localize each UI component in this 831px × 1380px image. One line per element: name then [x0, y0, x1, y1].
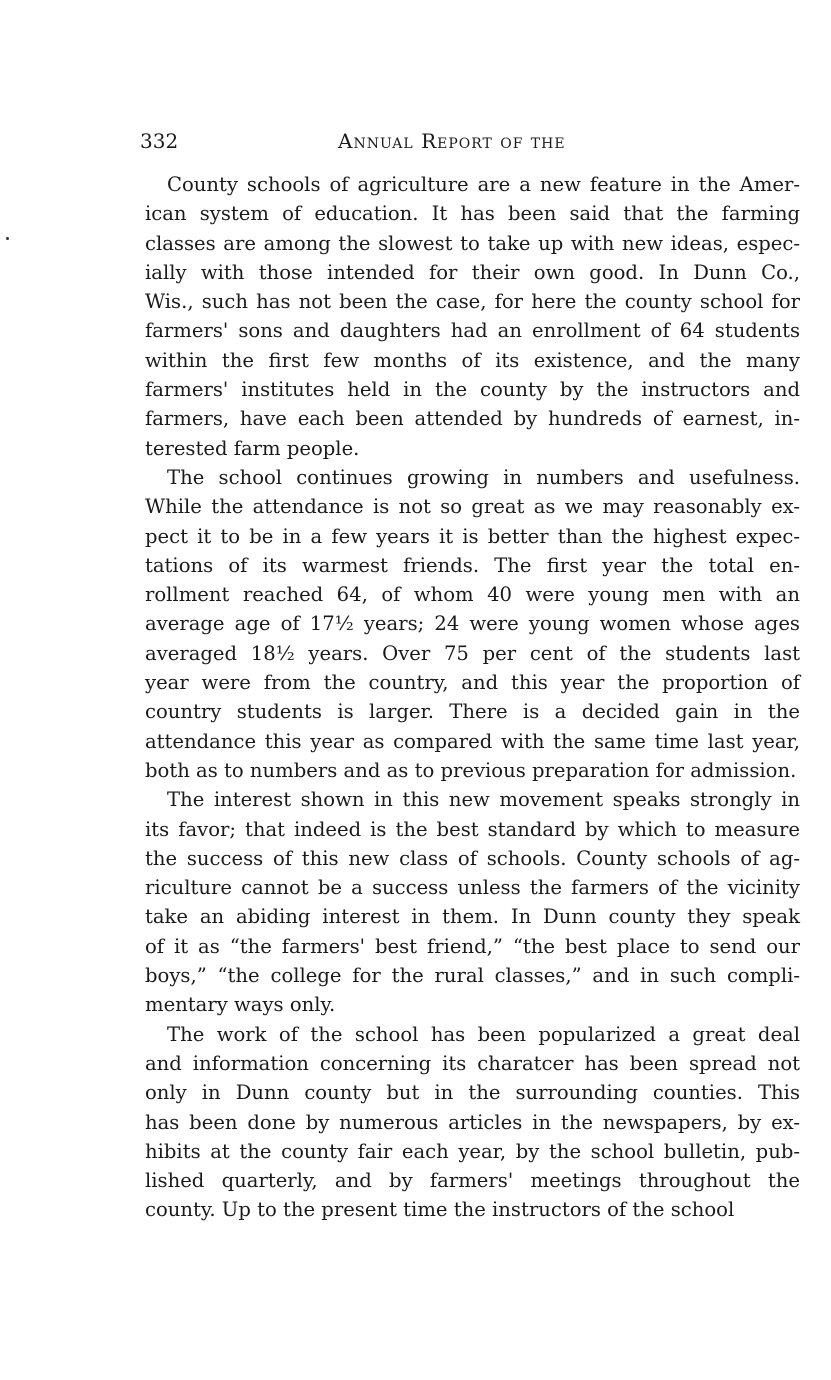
text-line: classes are among the slowest to take up with new ideas, espec- — [145, 231, 800, 255]
text-line: Wis., such has not been the case, for here the county school for — [145, 290, 800, 314]
paragraph — [145, 170, 800, 463]
text-line: ican system of education. It has been said that the farming — [145, 202, 800, 226]
text-line: The work of the school has been popularized a great deal — [167, 1022, 800, 1046]
text-line: riculture cannot be a success unless the farmers of the vicinity — [145, 876, 800, 900]
text-line: country students is larger. There is a decided gain in the — [145, 700, 800, 724]
text-line: attendance this year as compared with the same time last year, — [145, 729, 800, 753]
text-line: hibits at the county fair each year, by the school bulletin, pub- — [145, 1139, 800, 1163]
text-line: only in Dunn county but in the surrounding counties. This — [145, 1081, 800, 1105]
text-line: ially with those intended for their own good. In Dunn Co., — [145, 260, 800, 284]
text-line: within the first few months of its existence, and the many — [145, 348, 800, 372]
text-line: farmers' sons and daughters had an enrollment of 64 students — [145, 319, 800, 343]
text-line: farmers, have each been attended by hundreds of earnest, in- — [145, 407, 800, 431]
text-line: boys,” “the college for the rural classes,” and in such compli- — [145, 964, 800, 988]
text-line: terested farm people. — [145, 436, 360, 460]
text-line: lished quarterly, and by farmers' meetings throughout the — [145, 1169, 800, 1193]
text-line: take an abiding interest in them. In Dunn county they speak — [145, 905, 800, 929]
running-head — [140, 126, 800, 156]
text-line: its favor; that indeed is the best standard by which to measure — [145, 817, 800, 841]
paragraph — [145, 463, 800, 785]
text-line: mentary ways only. — [145, 993, 336, 1017]
page-number: 332 — [140, 129, 179, 153]
text-line: county. Up to the present time the instructors of the school — [145, 1198, 735, 1222]
text-line: of it as “the farmers' best friend,” “the best place to send our — [145, 934, 800, 958]
text-line: has been done by numerous articles in the newspapers, by ex- — [145, 1110, 800, 1134]
body-text — [145, 170, 800, 1225]
text-line: and information concerning its charatcer has been spread not — [145, 1051, 800, 1075]
text-line: averaged 18½ years. Over 75 per cent of the students last — [145, 641, 800, 665]
running-head-title: Annual Report of the — [338, 129, 566, 153]
paragraph — [145, 1020, 800, 1225]
text-line: The interest shown in this new movement speaks strongly in — [167, 788, 800, 812]
text-line: both as to numbers and as to previous preparation for admission. — [145, 758, 797, 782]
text-line: pect it to be in a few years it is better than the highest expec- — [145, 524, 800, 548]
text-line: While the attendance is not so great as we may reasonably ex- — [145, 495, 800, 519]
text-line: The school continues growing in numbers and usefulness. — [167, 465, 800, 489]
text-line: farmers' institutes held in the county by the instructors and — [145, 378, 800, 402]
text-line: the success of this new class of schools. County schools of ag- — [145, 846, 800, 870]
text-line: County schools of agriculture are a new feature in the Amer- — [167, 173, 800, 196]
scan-speck — [6, 237, 9, 240]
text-line: year were from the country, and this year the proportion of — [145, 671, 800, 695]
text-line: average age of 17½ years; 24 were young women whose ages — [145, 612, 800, 636]
paragraph — [145, 785, 800, 1019]
text-line: rollment reached 64, of whom 40 were young men with an — [145, 583, 800, 607]
text-line: tations of its warmest friends. The first year the total en- — [145, 553, 800, 577]
